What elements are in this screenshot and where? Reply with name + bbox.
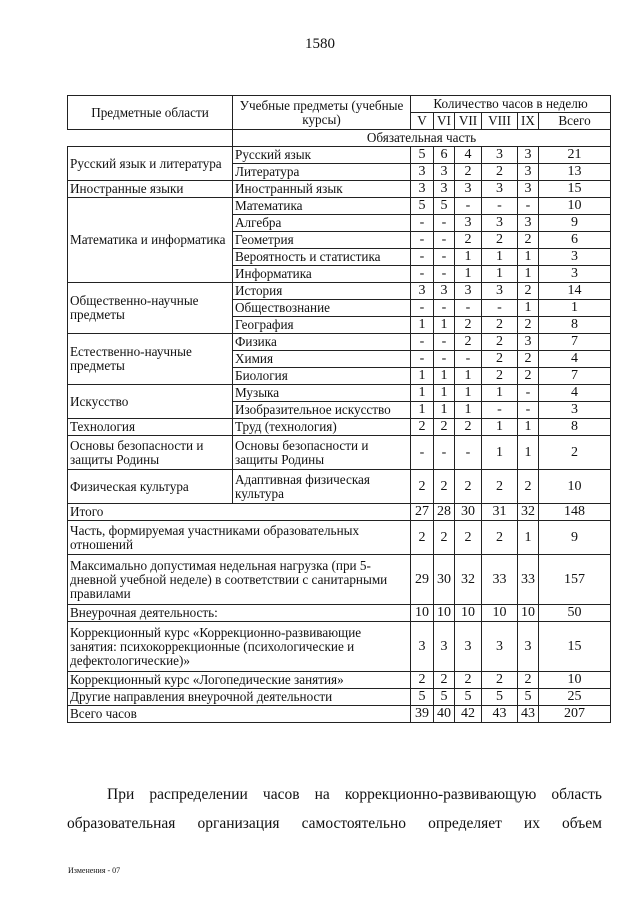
- hours-cell: -: [434, 300, 455, 317]
- hours-cell: 2: [455, 470, 482, 504]
- total-hours-cell: 10: [539, 198, 611, 215]
- hours-cell: 33: [482, 555, 518, 605]
- subject-cell: Музыка: [233, 385, 411, 402]
- hours-cell: 3: [455, 622, 482, 672]
- table-row: [68, 181, 611, 198]
- total-hours-cell: 50: [539, 605, 611, 622]
- total-hours-cell: 6: [539, 232, 611, 249]
- hours-cell: 1: [518, 436, 539, 470]
- subject-cell: Вероятность и статистика: [233, 249, 411, 266]
- hours-cell: 1: [482, 266, 518, 283]
- total-hours-cell: 3: [539, 249, 611, 266]
- total-hours-cell: 1: [539, 300, 611, 317]
- subject-cell: Основы безопасности и защиты Родины: [233, 436, 411, 470]
- total-hours-cell: 8: [539, 419, 611, 436]
- subject-cell: Литература: [233, 164, 411, 181]
- hours-cell: 2: [434, 521, 455, 555]
- hours-cell: 1: [455, 249, 482, 266]
- hours-cell: -: [518, 198, 539, 215]
- hours-cell: 2: [455, 232, 482, 249]
- hours-cell: 3: [482, 283, 518, 300]
- grade-header: VII: [455, 113, 482, 130]
- hours-cell: 2: [482, 351, 518, 368]
- hours-cell: 6: [434, 147, 455, 164]
- hours-cell: 1: [482, 436, 518, 470]
- hours-cell: 1: [518, 266, 539, 283]
- table-row: [68, 470, 611, 504]
- hours-cell: -: [434, 266, 455, 283]
- subject-area-cell: Русский язык и литература: [68, 147, 233, 181]
- hours-cell: -: [482, 402, 518, 419]
- mandatory-part-label: Обязательная часть: [233, 130, 611, 147]
- total-hours-cell: 2: [539, 436, 611, 470]
- hours-cell: 3: [518, 334, 539, 351]
- grade-header: IX: [518, 113, 539, 130]
- summary-row: [68, 555, 611, 605]
- total-hours-cell: 3: [539, 402, 611, 419]
- total-hours-cell: 4: [539, 385, 611, 402]
- subject-cell: История: [233, 283, 411, 300]
- hours-cell: 42: [455, 706, 482, 723]
- total-header: Всего: [539, 113, 611, 130]
- total-hours-cell: 3: [539, 266, 611, 283]
- hours-cell: 3: [482, 215, 518, 232]
- total-hours-cell: 207: [539, 706, 611, 723]
- hours-cell: 10: [482, 605, 518, 622]
- summary-row: [68, 622, 611, 672]
- table-row: [68, 436, 611, 470]
- subject-cell: География: [233, 317, 411, 334]
- hours-cell: 29: [411, 555, 434, 605]
- hours-cell: 2: [482, 368, 518, 385]
- total-hours-cell: 13: [539, 164, 611, 181]
- table-row: [68, 198, 611, 215]
- hours-cell: 10: [455, 605, 482, 622]
- summary-row: [68, 605, 611, 622]
- summary-label: Внеурочная деятельность:: [68, 605, 411, 622]
- table-row: [68, 419, 611, 436]
- hours-cell: 2: [434, 470, 455, 504]
- hours-cell: 2: [482, 521, 518, 555]
- hours-cell: 5: [411, 689, 434, 706]
- hours-cell: 3: [434, 181, 455, 198]
- summary-row: [68, 689, 611, 706]
- summary-label: Часть, формируемая участниками образовательных отношений: [68, 521, 411, 555]
- hours-cell: 1: [411, 317, 434, 334]
- subject-cell: Биология: [233, 368, 411, 385]
- hours-cell: -: [518, 385, 539, 402]
- hours-cell: 3: [482, 622, 518, 672]
- total-hours-cell: 14: [539, 283, 611, 300]
- summary-row: [68, 521, 611, 555]
- hours-cell: 3: [518, 147, 539, 164]
- subject-cell: Труд (технология): [233, 419, 411, 436]
- hours-cell: 5: [518, 689, 539, 706]
- hours-cell: 5: [434, 689, 455, 706]
- subject-cell: Адаптивная физическая культура: [233, 470, 411, 504]
- hours-cell: 5: [434, 198, 455, 215]
- total-hours-cell: 15: [539, 181, 611, 198]
- hours-cell: 1: [455, 385, 482, 402]
- hours-cell: 1: [434, 317, 455, 334]
- hours-cell: -: [434, 351, 455, 368]
- hours-cell: -: [411, 249, 434, 266]
- hours-cell: 27: [411, 504, 434, 521]
- summary-row: [68, 672, 611, 689]
- hours-cell: 2: [518, 470, 539, 504]
- total-hours-cell: 9: [539, 215, 611, 232]
- subject-cell: Алгебра: [233, 215, 411, 232]
- hours-cell: 28: [434, 504, 455, 521]
- hours-cell: 10: [434, 605, 455, 622]
- hours-cell: -: [455, 300, 482, 317]
- hours-cell: 1: [518, 249, 539, 266]
- hours-cell: 2: [518, 351, 539, 368]
- hours-cell: 2: [434, 419, 455, 436]
- hours-cell: 3: [482, 147, 518, 164]
- grade-header: VIII: [482, 113, 518, 130]
- hours-cell: 1: [434, 402, 455, 419]
- subject-cell: Обществознание: [233, 300, 411, 317]
- hours-cell: 2: [482, 334, 518, 351]
- hours-cell: 5: [411, 147, 434, 164]
- hours-cell: 2: [411, 470, 434, 504]
- hours-cell: 1: [455, 368, 482, 385]
- hours-cell: 2: [482, 164, 518, 181]
- page-number: 1580: [305, 36, 335, 52]
- hours-cell: 2: [518, 317, 539, 334]
- hours-cell: 2: [482, 317, 518, 334]
- hours-cell: -: [455, 436, 482, 470]
- subject-cell: Русский язык: [233, 147, 411, 164]
- hours-cell: -: [411, 266, 434, 283]
- hours-cell: 32: [518, 504, 539, 521]
- subject-cell: Информатика: [233, 266, 411, 283]
- hours-cell: -: [518, 402, 539, 419]
- paragraph-line-1: При распределении часов на коррекционно-развивающую область: [107, 786, 602, 803]
- hours-cell: 3: [518, 181, 539, 198]
- total-hours-cell: 7: [539, 334, 611, 351]
- hours-cell: 33: [518, 555, 539, 605]
- total-hours-cell: 4: [539, 351, 611, 368]
- subject-cell: Химия: [233, 351, 411, 368]
- hours-cell: 3: [518, 164, 539, 181]
- subject-area-cell: Физическая культура: [68, 470, 233, 504]
- summary-label: Коррекционный курс «Коррекционно-развивающие занятия: психокоррекционные (психологические и дефектологические)»: [68, 622, 411, 672]
- hours-cell: 2: [411, 419, 434, 436]
- hours-cell: -: [411, 215, 434, 232]
- summary-row: [68, 706, 611, 723]
- hours-cell: 3: [434, 283, 455, 300]
- subject-area-cell: Естественно-научные предметы: [68, 334, 233, 385]
- hours-cell: 2: [518, 368, 539, 385]
- hours-cell: -: [434, 436, 455, 470]
- hours-cell: 3: [518, 215, 539, 232]
- hours-cell: -: [434, 249, 455, 266]
- hours-cell: 10: [518, 605, 539, 622]
- hours-cell: -: [455, 198, 482, 215]
- hours-cell: 1: [518, 419, 539, 436]
- hours-cell: 2: [482, 470, 518, 504]
- hours-cell: -: [482, 198, 518, 215]
- hours-cell: 3: [518, 622, 539, 672]
- hours-cell: -: [482, 300, 518, 317]
- hours-cell: 3: [411, 622, 434, 672]
- hours-cell: 1: [411, 402, 434, 419]
- hours-cell: 2: [455, 419, 482, 436]
- hours-cell: 2: [518, 232, 539, 249]
- header-subject-areas: Предметные области: [68, 96, 233, 130]
- total-hours-cell: 9: [539, 521, 611, 555]
- hours-cell: -: [411, 300, 434, 317]
- hours-cell: 2: [518, 672, 539, 689]
- hours-cell: 1: [455, 402, 482, 419]
- hours-cell: 3: [455, 181, 482, 198]
- hours-cell: 3: [434, 164, 455, 181]
- hours-cell: 1: [482, 385, 518, 402]
- total-hours-cell: 8: [539, 317, 611, 334]
- subject-cell: Физика: [233, 334, 411, 351]
- summary-label: Итого: [68, 504, 411, 521]
- hours-cell: 1: [455, 266, 482, 283]
- hours-cell: 1: [411, 368, 434, 385]
- subject-area-cell: Искусство: [68, 385, 233, 419]
- table-row: [68, 147, 611, 164]
- hours-cell: 3: [434, 622, 455, 672]
- table-row: [68, 283, 611, 300]
- header-subjects: Учебные предметы (учебные курсы): [233, 96, 411, 130]
- mandatory-spacer: [68, 130, 233, 147]
- hours-cell: 30: [455, 504, 482, 521]
- grade-header: V: [411, 113, 434, 130]
- hours-cell: 43: [518, 706, 539, 723]
- hours-cell: 1: [518, 300, 539, 317]
- hours-cell: 32: [455, 555, 482, 605]
- summary-label: Коррекционный курс «Логопедические занятия»: [68, 672, 411, 689]
- hours-cell: 2: [411, 672, 434, 689]
- hours-cell: 3: [455, 215, 482, 232]
- hours-cell: 2: [518, 283, 539, 300]
- hours-cell: -: [411, 232, 434, 249]
- hours-cell: 2: [455, 334, 482, 351]
- subject-cell: Математика: [233, 198, 411, 215]
- hours-cell: 2: [482, 672, 518, 689]
- total-hours-cell: 7: [539, 368, 611, 385]
- total-hours-cell: 21: [539, 147, 611, 164]
- hours-cell: 2: [455, 164, 482, 181]
- total-hours-cell: 25: [539, 689, 611, 706]
- hours-cell: 3: [482, 181, 518, 198]
- hours-cell: 2: [455, 521, 482, 555]
- hours-cell: 1: [482, 249, 518, 266]
- hours-cell: 39: [411, 706, 434, 723]
- hours-cell: -: [411, 436, 434, 470]
- total-hours-cell: 148: [539, 504, 611, 521]
- summary-label: Максимально допустимая недельная нагрузка (при 5-дневной учебной неделе) в соответствии с санитарными правилами: [68, 555, 411, 605]
- hours-cell: -: [411, 334, 434, 351]
- hours-cell: 3: [411, 181, 434, 198]
- subject-cell: Геометрия: [233, 232, 411, 249]
- hours-cell: 5: [411, 198, 434, 215]
- total-hours-cell: 10: [539, 470, 611, 504]
- header-hours: Количество часов в неделю: [411, 96, 611, 113]
- subject-area-cell: Общественно-научные предметы: [68, 283, 233, 334]
- hours-cell: 10: [411, 605, 434, 622]
- hours-cell: 2: [455, 317, 482, 334]
- hours-cell: 2: [482, 232, 518, 249]
- total-hours-cell: 157: [539, 555, 611, 605]
- subject-area-cell: Иностранные языки: [68, 181, 233, 198]
- subject-area-cell: Технология: [68, 419, 233, 436]
- hours-cell: 3: [411, 283, 434, 300]
- subject-area-cell: Основы безопасности и защиты Родины: [68, 436, 233, 470]
- hours-cell: 3: [455, 283, 482, 300]
- subject-cell: Иностранный язык: [233, 181, 411, 198]
- hours-cell: 2: [434, 672, 455, 689]
- hours-cell: 1: [434, 368, 455, 385]
- summary-label: Всего часов: [68, 706, 411, 723]
- footer-note: Изменения - 07: [68, 866, 121, 875]
- hours-cell: 40: [434, 706, 455, 723]
- summary-label: Другие направления внеурочной деятельности: [68, 689, 411, 706]
- hours-cell: 1: [434, 385, 455, 402]
- hours-cell: 4: [455, 147, 482, 164]
- hours-cell: -: [434, 215, 455, 232]
- curriculum-table: [67, 95, 611, 723]
- grade-header: VI: [434, 113, 455, 130]
- hours-cell: 1: [482, 419, 518, 436]
- hours-cell: -: [411, 351, 434, 368]
- hours-cell: 2: [455, 672, 482, 689]
- hours-cell: 43: [482, 706, 518, 723]
- hours-cell: 30: [434, 555, 455, 605]
- hours-cell: 31: [482, 504, 518, 521]
- hours-cell: 5: [455, 689, 482, 706]
- total-hours-cell: 10: [539, 672, 611, 689]
- subject-area-cell: Математика и информатика: [68, 198, 233, 283]
- hours-cell: 2: [411, 521, 434, 555]
- table-row: [68, 385, 611, 402]
- hours-cell: 3: [411, 164, 434, 181]
- total-hours-cell: 15: [539, 622, 611, 672]
- hours-cell: 1: [411, 385, 434, 402]
- hours-cell: 5: [482, 689, 518, 706]
- hours-cell: 1: [518, 521, 539, 555]
- summary-row: [68, 504, 611, 521]
- paragraph-line-2: образовательная организация самостоятельно определяет их объем: [67, 815, 602, 832]
- table-row: [68, 334, 611, 351]
- hours-cell: -: [434, 334, 455, 351]
- subject-cell: Изобразительное искусство: [233, 402, 411, 419]
- hours-cell: -: [455, 351, 482, 368]
- hours-cell: -: [434, 232, 455, 249]
